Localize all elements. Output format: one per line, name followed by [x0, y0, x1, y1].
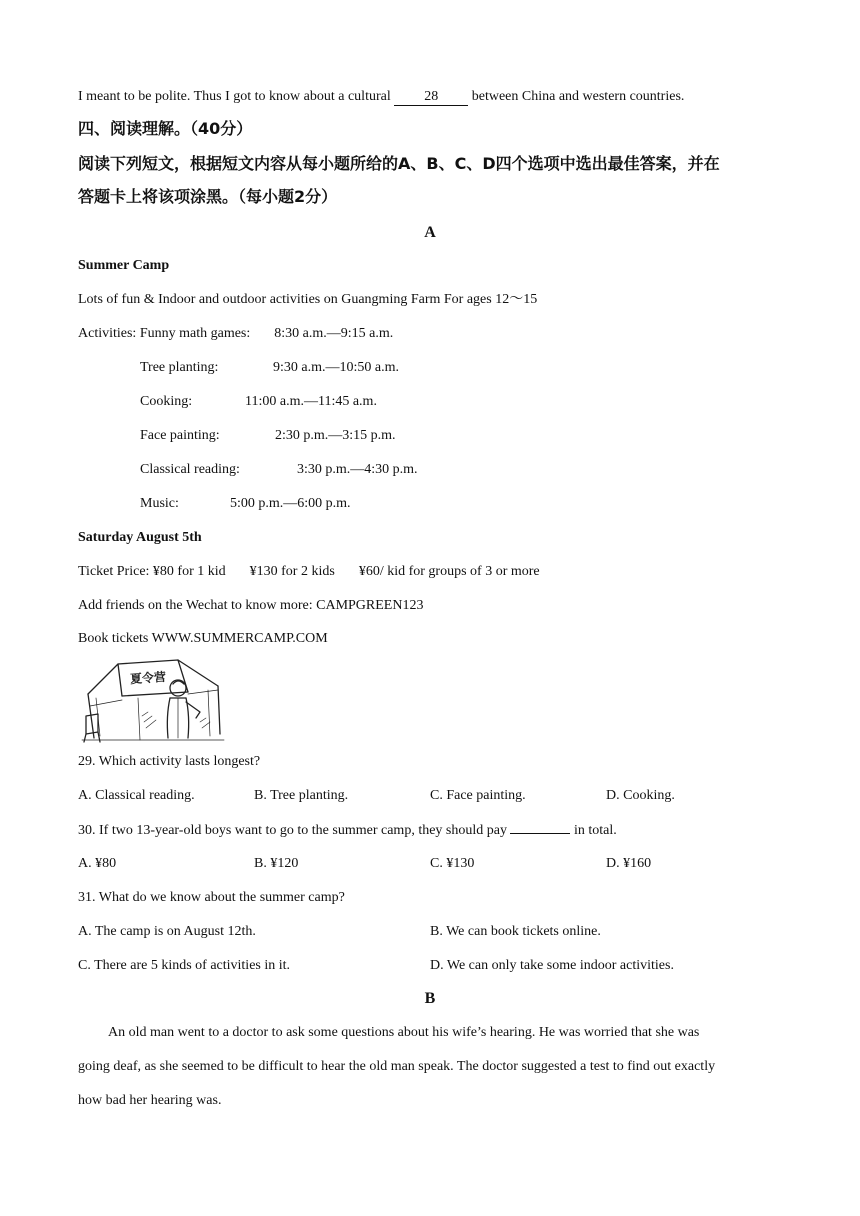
activity-name: Cooking: — [140, 394, 193, 409]
activity-row-5 — [140, 461, 418, 479]
q29-option-a: A. Classical reading. — [78, 788, 195, 803]
price-two-kids: ¥130 for 2 kids — [249, 564, 335, 579]
question-29-stem: 29. Which activity lasts longest? — [78, 754, 261, 769]
q31-option-d: D. We can only take some indoor activities. — [430, 958, 674, 973]
question-30-stem — [78, 821, 617, 840]
activity-row-6 — [140, 495, 351, 513]
cloze-last-line — [78, 88, 684, 106]
q29-option-d: D. Cooking. — [606, 788, 675, 803]
ticket-price-line — [78, 563, 540, 581]
price-group: ¥60/ kid for groups of 3 or more — [358, 564, 540, 579]
question-31-stem: 31. What do we know about the summer camp? — [78, 890, 345, 905]
activity-name: Tree planting: — [140, 360, 219, 375]
booking-line: Book tickets WWW.SUMMERCAMP.COM — [78, 631, 328, 646]
wechat-line: Add friends on the Wechat to know more: CAMPGREEN123 — [78, 598, 424, 613]
cloze-text-before: I meant to be polite. Thus I got to know about a cultural — [78, 89, 395, 104]
q31-option-a: A. The camp is on August 12th. — [78, 924, 256, 939]
q30-option-b: B. ¥120 — [254, 856, 299, 871]
cloze-text-after: between China and western countries. — [468, 89, 685, 104]
instructions-line-2: 答题卡上将该项涂黑。（每小题2分） — [78, 187, 338, 206]
activity-time: 8:30 a.m.—9:15 a.m. — [274, 326, 394, 341]
activity-row-2 — [140, 359, 399, 377]
ticket-label: Ticket Price: — [78, 564, 153, 579]
price-one-kid: ¥80 for 1 kid — [152, 564, 226, 579]
cloze-blank-28: 28 — [394, 89, 468, 106]
activity-time: 5:00 p.m.—6:00 p.m. — [230, 496, 351, 511]
activity-row-1 — [78, 325, 393, 343]
q30-answer-blank — [510, 821, 570, 834]
tent-sign-text: 夏令营 — [129, 669, 167, 687]
activity-row-4 — [140, 427, 396, 445]
passage-b-label: B — [424, 990, 436, 1007]
activities-label: Activities: — [78, 326, 140, 341]
passage-b-line-2: going deaf, as she seemed to be difficult to hear the old man speak. The doctor suggested a test to find out exactly — [78, 1059, 716, 1074]
q30-stem-after: in total. — [570, 823, 617, 838]
passage-b-line-1: An old man went to a doctor to ask some questions about his wife’s hearing. He was worried that she was — [108, 1025, 700, 1040]
q30-option-c: C. ¥130 — [430, 856, 475, 871]
passage-b-line-3: how bad her hearing was. — [78, 1093, 222, 1108]
q30-option-d: D. ¥160 — [606, 856, 652, 871]
q30-stem-before: 30. If two 13-year-old boys want to go to the summer camp, they should pay — [78, 823, 511, 838]
activity-name: Funny math games: — [139, 326, 251, 341]
activity-time: 3:30 p.m.—4:30 p.m. — [297, 462, 418, 477]
q29-option-b: B. Tree planting. — [254, 788, 349, 803]
activity-row-3 — [140, 393, 377, 411]
activity-name: Music: — [140, 496, 179, 511]
activity-time: 2:30 p.m.—3:15 p.m. — [275, 428, 396, 443]
camp-date: Saturday August 5th — [78, 530, 202, 545]
camp-title: Summer Camp — [78, 258, 170, 273]
summer-camp-tent-illustration — [78, 656, 228, 744]
q29-option-c: C. Face painting. — [430, 788, 526, 803]
instructions-line-1: 阅读下列短文，根据短文内容从每小题所给的A、B、C、D四个选项中选出最佳答案，并在 — [78, 154, 720, 173]
q30-option-a: A. ¥80 — [78, 856, 117, 871]
activity-name: Face painting: — [140, 428, 220, 443]
passage-a-label: A — [424, 224, 436, 241]
activity-name: Classical reading: — [140, 462, 240, 477]
camp-intro: Lots of fun & Indoor and outdoor activities on Guangming Farm For ages 12～15 — [78, 292, 538, 307]
q31-option-b: B. We can book tickets online. — [430, 924, 601, 939]
activity-time: 11:00 a.m.—11:45 a.m. — [245, 394, 377, 409]
q31-option-c: C. There are 5 kinds of activities in it. — [78, 958, 291, 973]
activity-time: 9:30 a.m.—10:50 a.m. — [273, 360, 399, 375]
section-heading: 四、阅读理解。（40分） — [78, 119, 253, 138]
